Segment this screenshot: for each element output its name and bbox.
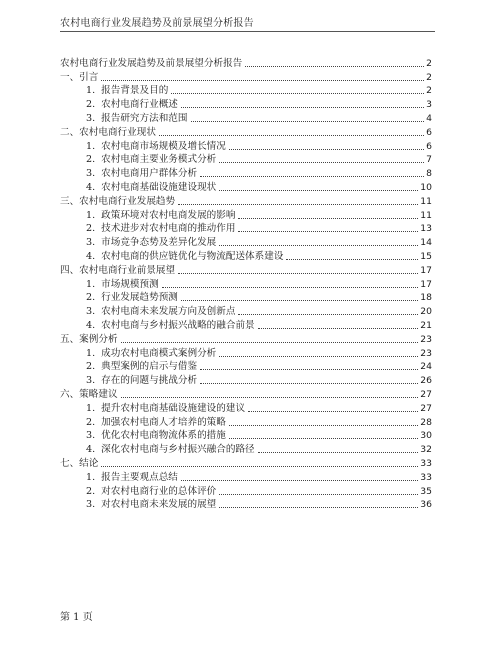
toc-entry-number: 3.	[86, 499, 96, 511]
toc-entry-number: 3.	[86, 375, 96, 387]
toc-page-number: 23	[420, 347, 432, 359]
toc-subsection-entry[interactable]	[60, 277, 432, 291]
toc-entry-number: 4.	[86, 250, 96, 262]
toc-entry-label	[86, 292, 178, 304]
toc-entry-label	[60, 458, 98, 470]
toc-entry-text: 优化农村电商物流体系的措施	[101, 430, 226, 442]
toc-entry-label	[86, 182, 216, 194]
toc-section-entry[interactable]	[60, 456, 432, 470]
toc-page-number: 21	[420, 319, 432, 331]
toc-entry-label	[86, 486, 216, 498]
toc-section-entry[interactable]	[60, 332, 432, 346]
toc-entry-text: 四、农村电商行业前景展望	[60, 264, 176, 276]
toc-page-number: 17	[420, 278, 432, 290]
toc-dot-leader	[245, 66, 424, 67]
toc-dot-leader	[229, 149, 424, 150]
toc-entry-text: 技术进步对农村电商的推动作用	[101, 223, 236, 235]
toc-entry-number: 4.	[86, 444, 96, 456]
toc-dot-leader	[248, 411, 418, 412]
toc-page-number: 27	[420, 402, 432, 414]
toc-entry-label	[86, 113, 188, 125]
toc-section-entry[interactable]	[60, 125, 432, 139]
toc-section-entry[interactable]	[60, 194, 432, 208]
toc-entry-text: 报告主要观点总结	[101, 471, 178, 483]
toc-entry-label	[60, 265, 175, 277]
toc-page-number: 33	[420, 471, 432, 483]
toc-entry-label	[60, 196, 175, 208]
toc-dot-leader	[181, 107, 424, 108]
toc-dot-leader	[178, 204, 418, 205]
toc-entry-text: 农村电商主要业务模式分析	[101, 154, 217, 166]
toc-dot-leader	[238, 314, 418, 315]
toc-page-number: 15	[420, 250, 432, 262]
header-divider	[60, 31, 435, 32]
toc-entry-text: 对农村电商行业的总体评价	[101, 485, 217, 497]
toc-entry-label	[86, 210, 235, 222]
toc-entry-number: 2.	[86, 485, 96, 497]
toc-entry-label	[86, 348, 216, 360]
toc-subsection-entry[interactable]	[60, 498, 432, 512]
toc-entry-label	[86, 237, 216, 249]
toc-page-number: 26	[420, 375, 432, 387]
toc-subsection-entry[interactable]	[60, 346, 432, 360]
toc-page-number: 20	[420, 306, 432, 318]
toc-entry-label	[86, 279, 159, 291]
toc-subsection-entry[interactable]	[60, 304, 432, 318]
table-of-contents	[60, 56, 432, 511]
toc-entry-text: 报告背景及目的	[101, 85, 169, 97]
toc-page-number: 2	[426, 71, 432, 83]
toc-dot-leader	[159, 135, 424, 136]
toc-entry-label	[86, 223, 235, 235]
toc-entry-text: 六、策略建议	[60, 388, 118, 400]
toc-dot-leader	[171, 93, 424, 94]
toc-entry-number: 2.	[86, 154, 96, 166]
toc-entry-label	[60, 58, 242, 70]
toc-page-number: 33	[420, 457, 432, 469]
toc-entry-label	[86, 99, 178, 111]
toc-entry-number: 1.	[86, 278, 96, 290]
toc-entry-label	[86, 168, 197, 180]
toc-entry-text: 加强农村电商人才培养的策略	[101, 416, 226, 428]
toc-subsection-entry[interactable]	[60, 291, 432, 305]
toc-entry-number: 1.	[86, 402, 96, 414]
toc-dot-leader	[121, 397, 419, 398]
toc-dot-leader	[191, 121, 425, 122]
toc-entry-text: 农村电商未来发展方向及创新点	[101, 306, 236, 318]
toc-entry-number: 2.	[86, 416, 96, 428]
toc-page-number: 7	[426, 154, 432, 166]
toc-entry-text: 报告研究方法和范围	[101, 112, 188, 124]
toc-entry-text: 农村电商市场规模及增长情况	[101, 140, 226, 152]
toc-entry-label	[86, 430, 226, 442]
toc-entry-text: 农村电商的供应链优化与物流配送体系建设	[101, 250, 284, 262]
toc-dot-leader	[200, 383, 418, 384]
toc-subsection-entry[interactable]	[60, 484, 432, 498]
toc-page-number: 30	[420, 430, 432, 442]
toc-entry-text: 一、引言	[60, 71, 99, 83]
toc-entry-text: 农村电商行业发展趋势及前景展望分析报告	[60, 57, 243, 69]
toc-entry-label	[86, 154, 216, 166]
toc-page-number: 10	[420, 181, 432, 193]
toc-subsection-entry[interactable]	[60, 318, 432, 332]
toc-page-number: 4	[426, 112, 432, 124]
toc-entry-number: 3.	[86, 237, 96, 249]
toc-subsection-entry[interactable]	[60, 442, 432, 456]
toc-entry-number: 4.	[86, 319, 96, 331]
toc-dot-leader	[229, 438, 418, 439]
toc-dot-leader	[219, 245, 418, 246]
toc-entry-label	[60, 127, 156, 139]
toc-page-number: 24	[420, 361, 432, 373]
toc-entry-text: 农村电商行业概述	[101, 99, 178, 111]
toc-entry-label	[86, 472, 178, 484]
toc-page-number: 2	[426, 85, 432, 97]
toc-entry-label	[60, 389, 118, 401]
toc-subsection-entry[interactable]	[60, 97, 432, 111]
toc-entry-number: 4.	[86, 181, 96, 193]
toc-entry-label	[86, 499, 216, 511]
toc-entry-text: 政策环境对农村电商发展的影响	[101, 209, 236, 221]
toc-dot-leader	[101, 466, 418, 467]
toc-entry-number: 1.	[86, 347, 96, 359]
toc-entry-number: 3.	[86, 112, 96, 124]
toc-entry-text: 深化农村电商与乡村振兴融合的路径	[101, 444, 255, 456]
toc-subsection-entry[interactable]	[60, 111, 432, 125]
toc-dot-leader	[286, 259, 418, 260]
toc-dot-leader	[219, 356, 418, 357]
toc-dot-leader	[238, 231, 418, 232]
toc-entry-label	[86, 85, 168, 97]
toc-page-number: 27	[420, 388, 432, 400]
toc-entry-number: 2.	[86, 292, 96, 304]
toc-entry-label	[86, 417, 226, 429]
toc-entry-label	[86, 403, 245, 415]
toc-subsection-entry[interactable]	[60, 222, 432, 236]
toc-entry-label	[60, 334, 118, 346]
toc-dot-leader	[229, 425, 418, 426]
toc-page-number: 17	[420, 264, 432, 276]
toc-entry-label	[86, 361, 197, 373]
toc-page-number: 14	[420, 237, 432, 249]
toc-subsection-entry[interactable]	[60, 360, 432, 374]
toc-entry-text: 典型案例的启示与借鉴	[101, 361, 198, 373]
toc-page-number: 28	[420, 416, 432, 428]
toc-subsection-entry[interactable]	[60, 166, 432, 180]
toc-entry-text: 对农村电商未来发展的展望	[101, 499, 217, 511]
toc-dot-leader	[181, 300, 418, 301]
toc-subsection-entry[interactable]	[60, 139, 432, 153]
toc-subsection-entry[interactable]	[60, 180, 432, 194]
toc-entry-text: 农村电商用户群体分析	[101, 168, 198, 180]
toc-dot-leader	[219, 494, 418, 495]
toc-entry-text: 行业发展趋势预测	[101, 292, 178, 304]
toc-entry-text: 农村电商与乡村振兴战略的融合前景	[101, 319, 255, 331]
toc-page-number: 11	[420, 209, 432, 221]
toc-entry-label	[60, 72, 98, 84]
toc-dot-leader	[178, 273, 418, 274]
toc-entry-text: 成功农村电商模式案例分析	[101, 347, 217, 359]
toc-page-number: 35	[420, 485, 432, 497]
toc-entry-text: 农村电商基础设施建设现状	[101, 181, 217, 193]
toc-subsection-entry[interactable]	[60, 153, 432, 167]
toc-page-number: 6	[426, 126, 432, 138]
toc-subsection-entry[interactable]	[60, 84, 432, 98]
toc-page-number: 3	[426, 99, 432, 111]
toc-title-entry[interactable]	[60, 56, 432, 70]
toc-page-number: 23	[420, 333, 432, 345]
toc-entry-label	[86, 444, 255, 456]
toc-entry-number: 2.	[86, 361, 96, 373]
toc-page-number: 6	[426, 140, 432, 152]
toc-dot-leader	[101, 80, 424, 81]
toc-entry-number: 3.	[86, 306, 96, 318]
toc-entry-number: 3.	[86, 430, 96, 442]
page-number-footer: 第 1 页	[60, 612, 93, 623]
toc-dot-leader	[121, 342, 419, 343]
toc-entry-text: 五、案例分析	[60, 333, 118, 345]
toc-dot-leader	[162, 287, 419, 288]
toc-page-number: 36	[420, 499, 432, 511]
toc-entry-text: 存在的问题与挑战分析	[101, 375, 198, 387]
toc-subsection-entry[interactable]	[60, 401, 432, 415]
toc-section-entry[interactable]	[60, 263, 432, 277]
toc-dot-leader	[258, 328, 419, 329]
toc-subsection-entry[interactable]	[60, 235, 432, 249]
toc-subsection-entry[interactable]	[60, 429, 432, 443]
toc-entry-label	[86, 141, 226, 153]
toc-entry-text: 三、农村电商行业发展趋势	[60, 195, 176, 207]
page-header-title: 农村电商行业发展趋势及前景展望分析报告	[60, 18, 254, 29]
toc-entry-text: 二、农村电商行业现状	[60, 126, 156, 138]
toc-dot-leader	[219, 190, 418, 191]
toc-entry-number: 2.	[86, 99, 96, 111]
toc-entry-number: 2.	[86, 223, 96, 235]
toc-page-number: 13	[420, 223, 432, 235]
toc-entry-text: 市场规模预测	[101, 278, 159, 290]
toc-page-number: 11	[420, 195, 432, 207]
toc-subsection-entry[interactable]	[60, 249, 432, 263]
toc-dot-leader	[200, 176, 424, 177]
toc-page-number: 2	[426, 57, 432, 69]
toc-entry-text: 提升农村电商基础设施建设的建议	[101, 402, 246, 414]
toc-entry-label	[86, 375, 197, 387]
toc-section-entry[interactable]	[60, 70, 432, 84]
toc-entry-text: 市场竞争态势及差异化发展	[101, 237, 217, 249]
toc-page-number: 8	[426, 168, 432, 180]
toc-entry-number: 1.	[86, 209, 96, 221]
toc-entry-label	[86, 320, 255, 332]
toc-dot-leader	[219, 507, 418, 508]
toc-entry-number: 1.	[86, 85, 96, 97]
toc-dot-leader	[181, 480, 418, 481]
toc-entry-number: 3.	[86, 168, 96, 180]
toc-subsection-entry[interactable]	[60, 470, 432, 484]
toc-subsection-entry[interactable]	[60, 415, 432, 429]
toc-dot-leader	[219, 162, 424, 163]
toc-subsection-entry[interactable]	[60, 208, 432, 222]
toc-dot-leader	[200, 369, 418, 370]
toc-section-entry[interactable]	[60, 387, 432, 401]
toc-entry-text: 七、结论	[60, 457, 99, 469]
toc-dot-leader	[238, 218, 418, 219]
toc-subsection-entry[interactable]	[60, 373, 432, 387]
toc-page-number: 32	[420, 444, 432, 456]
toc-entry-label	[86, 251, 283, 263]
toc-dot-leader	[258, 452, 419, 453]
toc-entry-number: 1.	[86, 140, 96, 152]
toc-entry-number: 1.	[86, 471, 96, 483]
toc-entry-label	[86, 306, 235, 318]
toc-page-number: 18	[420, 292, 432, 304]
